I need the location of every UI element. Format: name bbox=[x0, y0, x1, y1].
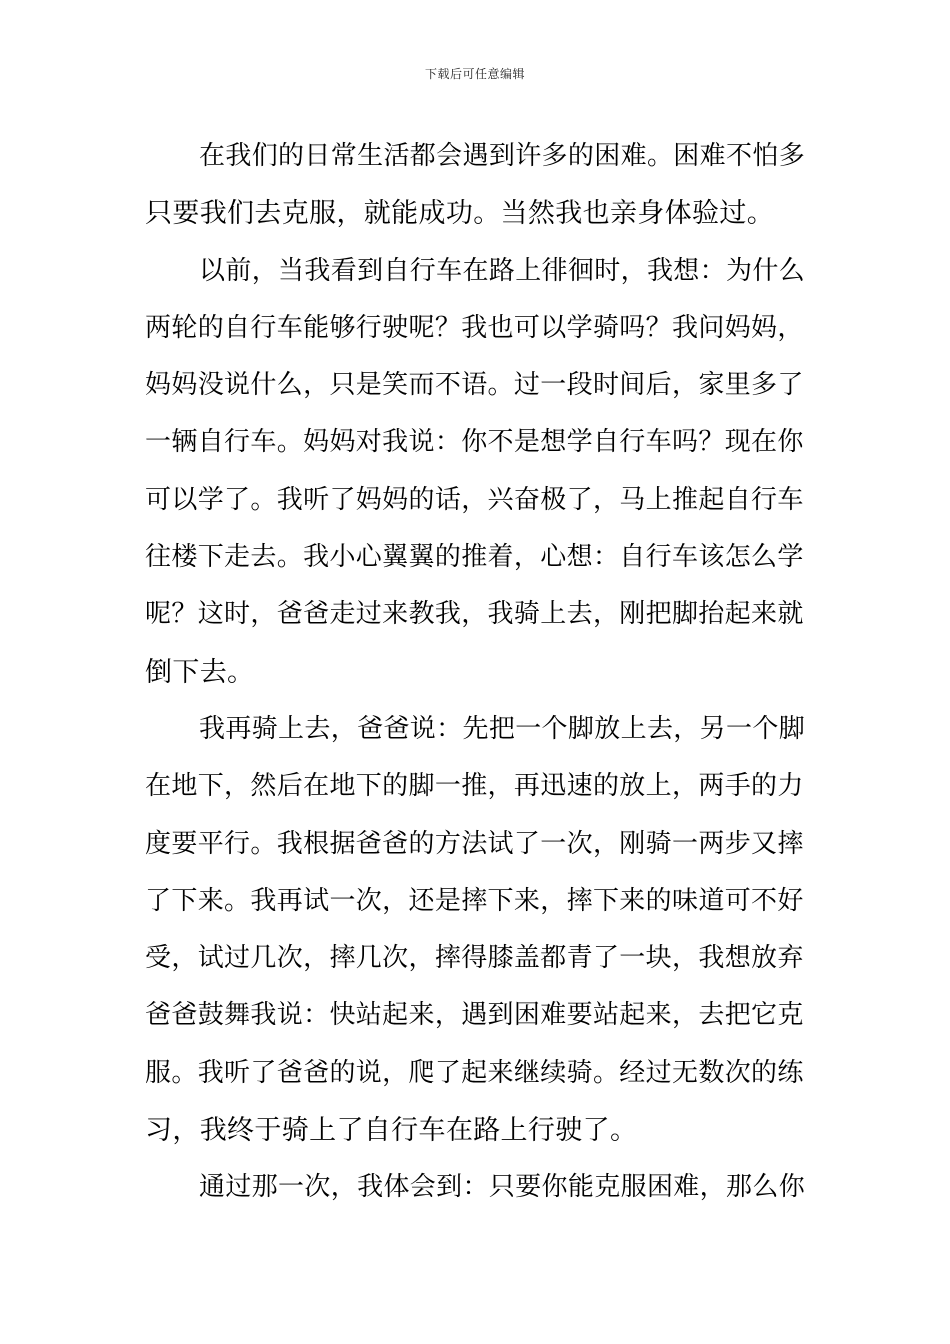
text-line: 习，我终于骑上了自行车在路上行驶了。 bbox=[145, 1115, 638, 1147]
text-line: 一辆自行车。妈妈对我说：你不是想学自行车吗？现在你 bbox=[145, 427, 804, 458]
body-text bbox=[145, 128, 807, 1217]
text-line: 度要平行。我根据爸爸的方法试了一次，刚骑一两步又摔 bbox=[145, 828, 804, 859]
text-line: 只要我们去克服，就能成功。当然我也亲身体验过。 bbox=[145, 198, 775, 230]
text-line: 往楼下走去。我小心翼翼的推着，心想：自行车该怎么学 bbox=[145, 542, 804, 573]
text-line: 呢？这时，爸爸走过来教我，我骑上去，刚把脚抬起来就 bbox=[145, 599, 804, 630]
text-line: 服。我听了爸爸的说，爬了起来继续骑。经过无数次的练 bbox=[145, 1057, 804, 1088]
text-line: 爸爸鼓舞我说：快站起来，遇到困难要站起来，去把它克 bbox=[145, 1000, 804, 1031]
text-line: 在我们的日常生活都会遇到许多的困难。困难不怕多 bbox=[199, 141, 806, 171]
text-line: 以前，当我看到自行车在路上徘徊时，我想：为什么 bbox=[199, 255, 806, 286]
text-line: 了下来。我再试一次，还是摔下来，摔下来的味道可不好 bbox=[145, 885, 804, 916]
text-line: 我再骑上去，爸爸说：先把一个脚放上去，另一个脚 bbox=[199, 713, 806, 744]
text-line: 两轮的自行车能够行驶呢？我也可以学骑吗？我问妈妈， bbox=[145, 312, 804, 343]
text-line: 倒下去。 bbox=[145, 656, 255, 688]
text-line: 妈妈没说什么，只是笑而不语。过一段时间后，家里多了 bbox=[145, 370, 804, 401]
text-line: 通过那一次，我体会到：只要你能克服困难，那么你 bbox=[199, 1172, 806, 1203]
text-line: 可以学了。我听了妈妈的话，兴奋极了，马上推起自行车 bbox=[145, 484, 804, 515]
page-header: 下载后可任意编辑 bbox=[424, 67, 525, 81]
text-line: 受，试过几次，摔几次，摔得膝盖都青了一块，我想放弃 bbox=[145, 943, 804, 974]
text-line: 在地下，然后在地下的脚一推，再迅速的放上，两手的力 bbox=[145, 771, 804, 802]
